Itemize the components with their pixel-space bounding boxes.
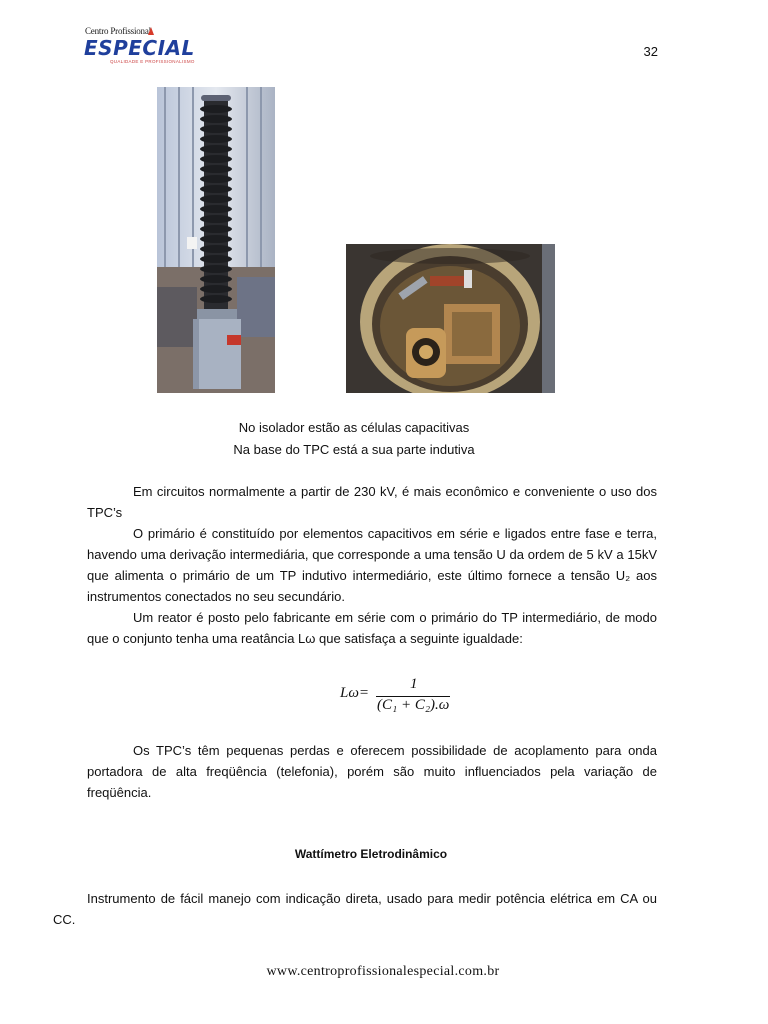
formula-denominator: (C₁ + C₂).ω [377, 697, 450, 713]
paragraph-primary-text: O primário é constituído por elementos capacitivos em série e ligados entre fase e terra, havendo uma derivação intermediária, que corresponde a uma tensão U da ordem de 5 kV a 15kV que alimenta o primário de um TP indutivo intermediário, este último fornece a tensão U₂ aos instrumentos conectados no seu secundário. [87, 526, 657, 604]
paragraph-wattmeter-text: Instrumento de fácil manejo com indicação direta, usado para medir potência elétrica em CA ou CC. [53, 891, 657, 927]
paragraph-wattmeter [53, 888, 657, 930]
logo-top-text: Centro Profissional [85, 26, 151, 36]
page-number: 32 [643, 44, 658, 59]
formula-lhs: Lω= [340, 685, 370, 701]
photo-caption-base: Na base do TPC está a sua parte indutiva [233, 442, 475, 457]
paragraph-primary [87, 523, 657, 607]
paragraph-reactor [87, 607, 657, 649]
tpc-base-illustration [346, 244, 555, 393]
paragraph-reactor-text: Um reator é posto pelo fabricante em série com o primário do TP intermediário, de modo que o conjunto tenha uma reatância Lω que satisfaça a seguinte igualdade: [87, 610, 657, 646]
logo-main-text: ESPECIAL [84, 36, 195, 60]
tpc-insulator-photo [157, 87, 275, 393]
logo-flame-icon [148, 27, 154, 35]
formula-numerator: 1 [410, 676, 418, 692]
paragraph-losses-text: Os TPC’s têm pequenas perdas e oferecem possibilidade de acoplamento para onda portadora de alta freqüência (telefonia), porém são muito influenciados pela variação de freqüência. [87, 743, 657, 800]
company-logo [80, 22, 198, 72]
tpc-insulator-illustration [157, 87, 275, 393]
paragraph-tpc-usage-text: Em circuitos normalmente a partir de 230 kV, é mais econômico e conveniente o uso dos TPC’s [87, 484, 657, 520]
reactance-formula [340, 676, 470, 716]
paragraph-tpc-usage [87, 481, 657, 523]
footer-website-link[interactable]: www.centroprofissionalespecial.com.br [266, 964, 500, 979]
logo-subtitle: QUALIDADE E PROFISSIONALISMO [110, 59, 195, 64]
section-title: Wattímetro Eletrodinâmico [294, 847, 448, 861]
tpc-base-photo [346, 244, 555, 393]
paragraph-losses [87, 740, 657, 803]
photo-caption-insulator: No isolador estão as células capacitivas [238, 420, 470, 435]
